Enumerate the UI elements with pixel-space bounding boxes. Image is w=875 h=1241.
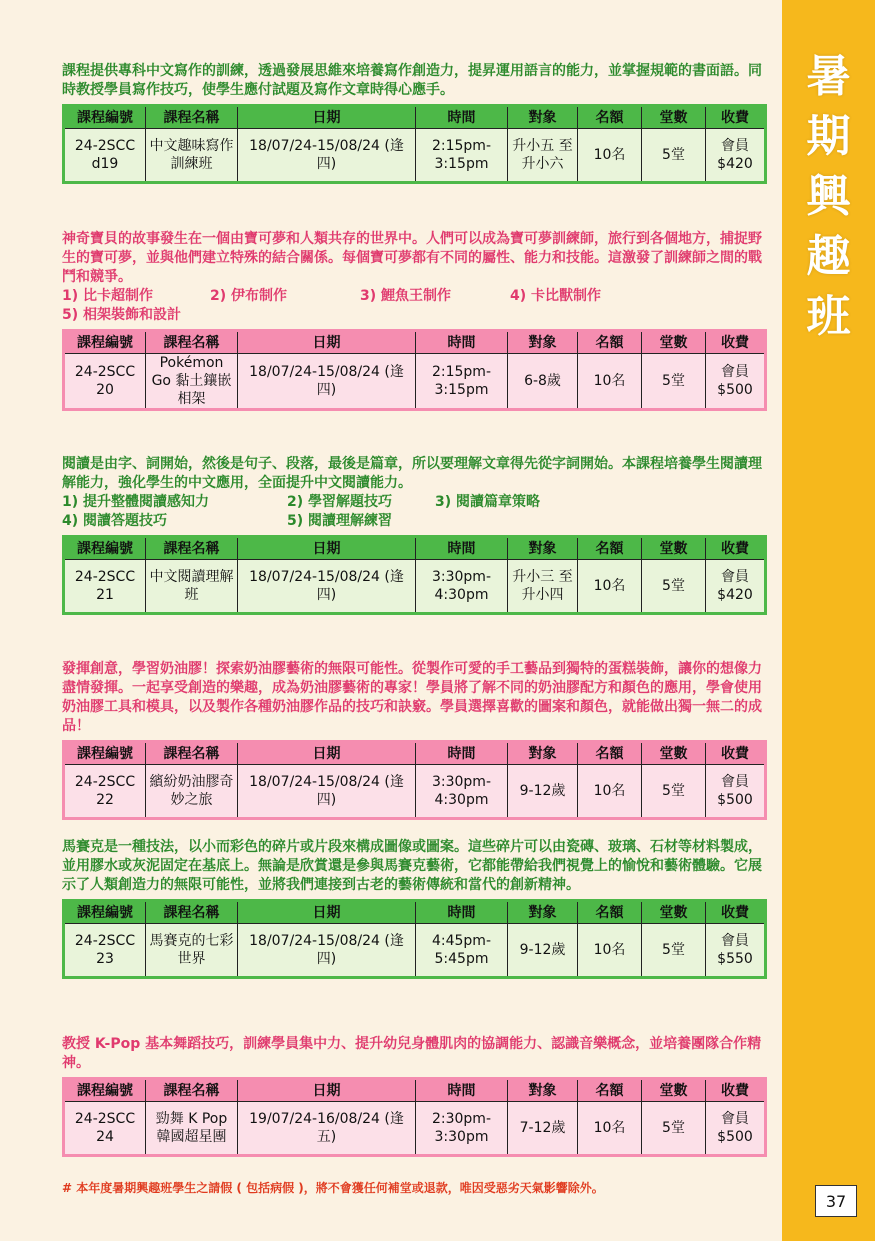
table-header-cell: 堂數	[642, 106, 706, 129]
table-header-cell: 收費	[706, 1079, 766, 1102]
course-table	[62, 740, 767, 820]
table-header-cell: 日期	[238, 537, 416, 560]
course-description: 教授 K-Pop 基本舞蹈技巧，訓練學員集中力、提升幼兒身體肌肉的協調能力、認識音樂概念，並培養團隊合作精神。	[62, 1036, 762, 1071]
cell-quota: 10名	[578, 765, 642, 819]
cell-fee: 會員 $420	[706, 560, 766, 614]
table-header-cell: 堂數	[642, 537, 706, 560]
table-header-cell: 名額	[578, 537, 642, 560]
course-topics	[62, 287, 764, 325]
course-description: 馬賽克是一種技法，以小而彩色的碎片或片段來構成圖像或圖案。這些碎片可以由瓷磚、玻璃、石材等材料製成，並用膠水或灰泥固定在基底上。無論是欣賞還是參與馬賽克藝術，它都能帶給我們視覺上的愉悅和藝術體驗。它展示了人類創造力的無限可能性，並將我們連接到古老的藝術傳統和當代的創新精神。	[62, 839, 762, 893]
topic-item: 3) 鯉魚王制作	[360, 288, 452, 304]
table-header-cell: 課程編號	[64, 331, 146, 354]
side-title-char: 趣	[806, 231, 851, 282]
table-row	[64, 560, 766, 614]
course-section	[62, 230, 764, 411]
table-header-cell: 堂數	[642, 901, 706, 924]
topic-item: 1) 比卡超制作	[62, 288, 154, 304]
course-table	[62, 899, 767, 979]
cell-date: 18/07/24-15/08/24 (逢四)	[238, 129, 416, 183]
table-header-cell: 名額	[578, 901, 642, 924]
topic-item: 3) 閱讀篇章策略	[435, 494, 541, 510]
table-header-cell: 日期	[238, 331, 416, 354]
table-header-cell: 課程編號	[64, 901, 146, 924]
table-header-cell: 收費	[706, 106, 766, 129]
topic-item: 1) 提升整體閱讀感知力	[62, 494, 210, 510]
table-header-cell: 收費	[706, 742, 766, 765]
course-description: 閱讀是由字、詞開始，然後是句子、段落，最後是篇章，所以要理解文章得先從字詞開始。本課程培養學生閱讀理解能力，強化學生的中文應用，全面提升中文閱讀能力。	[62, 456, 762, 491]
cell-time: 2:15pm-3:15pm	[416, 129, 508, 183]
course-section	[62, 838, 764, 979]
page-number: 37	[815, 1185, 857, 1217]
cell-fee: 會員 $500	[706, 354, 766, 410]
side-title-char: 興	[806, 171, 851, 222]
cell-code: 24-2SCC 20	[64, 354, 146, 410]
cell-fee: 會員 $550	[706, 924, 766, 978]
table-header-cell: 日期	[238, 742, 416, 765]
table-header-cell: 課程編號	[64, 1079, 146, 1102]
table-header-cell: 時間	[416, 1079, 508, 1102]
side-title-char: 期	[806, 111, 851, 162]
cell-name: 中文趣味寫作訓練班	[146, 129, 238, 183]
cell-name: Pokémon Go 黏土鑲嵌相架	[146, 354, 238, 410]
topic-item: 2) 伊布制作	[210, 288, 288, 304]
table-row	[64, 354, 766, 410]
table-header-cell: 堂數	[642, 1079, 706, 1102]
topic-item: 5) 閱讀理解練習	[287, 513, 393, 529]
table-header-cell: 收費	[706, 537, 766, 560]
cell-quota: 10名	[578, 129, 642, 183]
cell-quota: 10名	[578, 924, 642, 978]
table-header-cell: 名額	[578, 331, 642, 354]
cell-target: 7-12歲	[508, 1102, 578, 1156]
side-title	[782, 50, 875, 344]
table-header-cell: 課程名稱	[146, 331, 238, 354]
cell-target: 9-12歲	[508, 924, 578, 978]
cell-lessons: 5堂	[642, 765, 706, 819]
table-header-cell: 對象	[508, 742, 578, 765]
table-header-cell: 課程名稱	[146, 1079, 238, 1102]
table-header-cell: 堂數	[642, 742, 706, 765]
table-header-cell: 課程編號	[64, 742, 146, 765]
cell-time: 3:30pm-4:30pm	[416, 765, 508, 819]
cell-fee: 會員 $500	[706, 765, 766, 819]
cell-quota: 10名	[578, 1102, 642, 1156]
topic-item: 2) 學習解題技巧	[287, 494, 393, 510]
table-header-cell: 日期	[238, 901, 416, 924]
side-banner	[782, 0, 875, 1241]
cell-date: 18/07/24-15/08/24 (逢四)	[238, 354, 416, 410]
cell-name: 馬賽克的七彩世界	[146, 924, 238, 978]
table-header-cell: 日期	[238, 1079, 416, 1102]
table-header-cell: 時間	[416, 331, 508, 354]
cell-lessons: 5堂	[642, 129, 706, 183]
table-row	[64, 1102, 766, 1156]
table-header-cell: 對象	[508, 1079, 578, 1102]
cell-target: 9-12歲	[508, 765, 578, 819]
side-title-char: 暑	[806, 51, 851, 102]
cell-lessons: 5堂	[642, 924, 706, 978]
cell-name: 中文閱讀理解班	[146, 560, 238, 614]
cell-lessons: 5堂	[642, 354, 706, 410]
course-description: 課程提供專科中文寫作的訓練，透過發展思維來培養寫作創造力，提昇運用語言的能力，並掌握規範的書面語。同時教授學員寫作技巧，使學生應付試題及寫作文章時得心應手。	[62, 63, 762, 98]
cell-date: 18/07/24-15/08/24 (逢四)	[238, 765, 416, 819]
cell-target: 6-8歲	[508, 354, 578, 410]
course-table	[62, 104, 767, 184]
cell-name: 勁舞 K Pop 韓國超星團	[146, 1102, 238, 1156]
cell-name: 繽紛奶油膠奇妙之旅	[146, 765, 238, 819]
cell-code: 24-2SCC d19	[64, 129, 146, 183]
table-header-cell: 收費	[706, 901, 766, 924]
table-row	[64, 129, 766, 183]
cell-code: 24-2SCC 24	[64, 1102, 146, 1156]
course-table	[62, 1077, 767, 1157]
cell-target: 升小五 至 升小六	[508, 129, 578, 183]
cell-code: 24-2SCC 21	[64, 560, 146, 614]
cell-fee: 會員 $420	[706, 129, 766, 183]
table-header-cell: 名額	[578, 106, 642, 129]
cell-date: 19/07/24-16/08/24 (逢五)	[238, 1102, 416, 1156]
cell-date: 18/07/24-15/08/24 (逢四)	[238, 924, 416, 978]
course-section	[62, 62, 764, 184]
cell-time: 4:45pm-5:45pm	[416, 924, 508, 978]
cell-time: 2:15pm-3:15pm	[416, 354, 508, 410]
table-header-cell: 對象	[508, 106, 578, 129]
cell-date: 18/07/24-15/08/24 (逢四)	[238, 560, 416, 614]
cell-quota: 10名	[578, 354, 642, 410]
table-header-cell: 對象	[508, 901, 578, 924]
cell-code: 24-2SCC 22	[64, 765, 146, 819]
table-header-cell: 日期	[238, 106, 416, 129]
cell-target: 升小三 至 升小四	[508, 560, 578, 614]
table-header-cell: 課程名稱	[146, 537, 238, 560]
cell-quota: 10名	[578, 560, 642, 614]
table-header-cell: 課程名稱	[146, 106, 238, 129]
topic-item: 4) 卡比獸制作	[510, 288, 602, 304]
table-header-cell: 對象	[508, 331, 578, 354]
table-header-cell: 對象	[508, 537, 578, 560]
cell-lessons: 5堂	[642, 560, 706, 614]
table-header-cell: 收費	[706, 331, 766, 354]
table-header-cell: 堂數	[642, 331, 706, 354]
table-header-cell: 名額	[578, 1079, 642, 1102]
course-description: 發揮創意，學習奶油膠！探索奶油膠藝術的無限可能性。從製作可愛的手工藝品到獨特的蛋糕裝飾，讓你的想像力盡情發揮。一起享受創造的樂趣，成為奶油膠藝術的專家！學員將了解不同的奶油膠配方和顏色的應用，學會使用奶油膠工具和模具，以及製作各種奶油膠作品的技巧和訣竅。學員選擇喜歡的圖案和顏色，就能做出獨一無二的成品！	[62, 661, 762, 734]
course-table	[62, 329, 767, 411]
course-topics	[62, 493, 764, 531]
cell-fee: 會員 $500	[706, 1102, 766, 1156]
course-section	[62, 1035, 764, 1157]
topic-item: 5) 相架裝飾和設計	[62, 307, 182, 323]
table-header-cell: 時間	[416, 106, 508, 129]
table-row	[64, 765, 766, 819]
table-header-cell: 時間	[416, 901, 508, 924]
table-header-cell: 課程編號	[64, 537, 146, 560]
table-header-cell: 課程名稱	[146, 901, 238, 924]
table-header-cell: 名額	[578, 742, 642, 765]
course-table	[62, 535, 767, 615]
course-section	[62, 660, 764, 820]
topic-item: 4) 閱讀答題技巧	[62, 513, 168, 529]
footnote: # 本年度暑期興趣班學生之請假 ( 包括病假 )，將不會獲任何補堂或退款，唯因受惡劣天氣影響除外。	[62, 1181, 604, 1195]
side-title-char: 班	[806, 291, 851, 342]
cell-time: 2:30pm-3:30pm	[416, 1102, 508, 1156]
cell-code: 24-2SCC 23	[64, 924, 146, 978]
table-header-cell: 時間	[416, 742, 508, 765]
table-row	[64, 924, 766, 978]
table-header-cell: 課程名稱	[146, 742, 238, 765]
table-header-cell: 課程編號	[64, 106, 146, 129]
table-header-cell: 時間	[416, 537, 508, 560]
cell-time: 3:30pm-4:30pm	[416, 560, 508, 614]
cell-lessons: 5堂	[642, 1102, 706, 1156]
course-section	[62, 455, 764, 615]
course-description: 神奇寶貝的故事發生在一個由寶可夢和人類共存的世界中。人們可以成為寶可夢訓練師，旅行到各個地方，捕捉野生的寶可夢，並與他們建立特殊的結合關係。每個寶可夢都有不同的屬性、能力和技能。這激發了訓練師之間的戰鬥和競爭。	[62, 231, 762, 285]
